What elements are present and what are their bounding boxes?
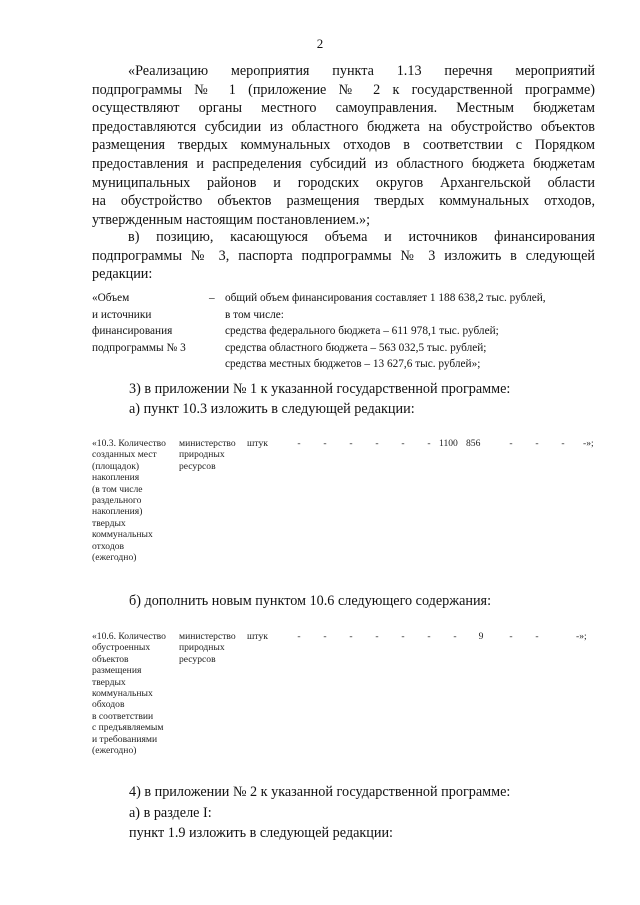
row-value: 1100 bbox=[439, 438, 458, 449]
row-value: 9 bbox=[478, 631, 484, 642]
subheading-3b: б) дополнить новым пунктом 10.6 следующего содержания: bbox=[129, 593, 492, 609]
text-line: подпрограммы № 1 (приложение № 2 к государственной программе) bbox=[92, 81, 595, 98]
name-line: и требованиями bbox=[92, 733, 158, 745]
name-line: отходов bbox=[92, 540, 125, 552]
label-line: «Объем bbox=[92, 292, 130, 304]
row-value: - bbox=[375, 438, 379, 449]
text-line: подпрограммы № 3, паспорта подпрограммы № 3 изложить в следующей bbox=[92, 247, 595, 264]
text-line: предоставляются субсидии из областного бюджета на обустройство объектов bbox=[92, 118, 595, 135]
row-responsible bbox=[179, 631, 249, 665]
row-value: - bbox=[375, 631, 379, 642]
name-line: накопления) bbox=[92, 506, 143, 518]
row-value: - bbox=[297, 438, 301, 449]
name-line: раздельного bbox=[92, 495, 142, 507]
subheading-4a: а) в разделе I: bbox=[129, 805, 212, 821]
name-line: «10.3. Количество bbox=[92, 438, 166, 449]
label-line: финансирования bbox=[92, 325, 173, 337]
row-unit: штук bbox=[247, 438, 268, 449]
name-line: коммунальных bbox=[92, 688, 153, 700]
resp-line: министерство bbox=[179, 438, 236, 449]
name-line: с предъявляемым bbox=[92, 722, 164, 734]
subheading-3a: а) пункт 10.3 изложить в следующей редакции: bbox=[129, 401, 415, 417]
name-line: твердых bbox=[92, 676, 126, 688]
name-line: объектов bbox=[92, 653, 129, 665]
row-value: - bbox=[561, 438, 565, 449]
name-line: в соответствии bbox=[92, 710, 154, 722]
text-line: в) позицию, касающуюся объема и источников финансирования bbox=[128, 229, 595, 245]
row-value: -»; bbox=[576, 631, 587, 642]
row-responsible bbox=[179, 438, 249, 472]
row-name bbox=[92, 631, 176, 756]
paragraph-position bbox=[92, 228, 595, 284]
text-line: утвержденным настоящим постановлением.»; bbox=[92, 211, 371, 228]
row-value: - bbox=[509, 631, 513, 642]
name-line: обходов bbox=[92, 699, 125, 711]
text-line: осуществляют органы местного самоуправления. Местным бюджетам bbox=[92, 100, 595, 117]
name-line: обустроенных bbox=[92, 642, 151, 654]
row-value: 856 bbox=[466, 438, 481, 449]
passport-dash: – bbox=[209, 292, 215, 304]
name-line: коммунальных bbox=[92, 529, 153, 541]
row-value: - bbox=[535, 438, 539, 449]
text-line: средства областного бюджета – 563 032,5 тыс. рублей; bbox=[225, 341, 487, 354]
text-line: редакции: bbox=[92, 266, 153, 283]
subheading-4b: пункт 1.9 изложить в следующей редакции: bbox=[129, 825, 393, 841]
name-line: «10.6. Количество bbox=[92, 631, 166, 642]
resp-line: ресурсов bbox=[179, 460, 216, 472]
row-value: - bbox=[509, 438, 513, 449]
passport-text bbox=[225, 290, 605, 373]
row-value: - bbox=[323, 438, 327, 449]
row-value: - bbox=[349, 631, 353, 642]
row-value: - bbox=[427, 631, 431, 642]
row-unit: штук bbox=[247, 631, 268, 642]
name-line: (в том числе bbox=[92, 483, 143, 495]
text-line: муниципальных районов и городских округов Архангельской области bbox=[92, 174, 595, 191]
row-value: - bbox=[453, 631, 457, 642]
row-name bbox=[92, 438, 176, 563]
row-value: -»; bbox=[583, 438, 594, 449]
name-line: размещения bbox=[92, 665, 142, 677]
row-value: - bbox=[297, 631, 301, 642]
text-line: в том числе: bbox=[225, 308, 284, 321]
section-heading-3: 3) в приложении № 1 к указанной государственной программе: bbox=[129, 381, 511, 397]
text-line: средства федерального бюджета – 611 978,1 тыс. рублей; bbox=[225, 325, 499, 337]
name-line: (площадок) bbox=[92, 460, 140, 472]
passport-label bbox=[92, 290, 212, 356]
text-line: на обустройство объектов размещения твердых коммунальных отходов, bbox=[92, 193, 595, 210]
row-value: - bbox=[323, 631, 327, 642]
name-line: твердых bbox=[92, 517, 126, 529]
resp-line: министерство bbox=[179, 631, 236, 642]
row-value: - bbox=[401, 438, 405, 449]
row-value: - bbox=[349, 438, 353, 449]
name-line: (ежегодно) bbox=[92, 745, 137, 757]
text-line: «Реализацию мероприятия пункта 1.13 перечня мероприятий bbox=[128, 63, 595, 79]
page-number: 2 bbox=[316, 36, 324, 51]
label-line: и источники bbox=[92, 308, 152, 321]
name-line: (ежегодно) bbox=[92, 552, 137, 564]
text-line: предоставления и распределения субсидий из областного бюджета бюджетам bbox=[92, 155, 595, 172]
row-value: - bbox=[401, 631, 405, 642]
resp-line: ресурсов bbox=[179, 653, 216, 665]
row-value: - bbox=[427, 438, 431, 449]
text-line: средства местных бюджетов – 13 627,6 тыс. рублей»; bbox=[225, 358, 481, 370]
label-line: подпрограммы № 3 bbox=[92, 341, 186, 354]
section-heading-4: 4) в приложении № 2 к указанной государственной программе: bbox=[129, 784, 511, 800]
paragraph-subsidies bbox=[92, 62, 595, 229]
text-line: размещения твердых коммунальных отходов в соответствии с Порядком bbox=[92, 137, 595, 154]
row-value: - bbox=[535, 631, 539, 642]
text-line: общий объем финансирования составляет 1 188 638,2 тыс. рублей, bbox=[225, 292, 546, 304]
name-line: накопления bbox=[92, 472, 140, 484]
resp-line: природных bbox=[179, 449, 225, 461]
resp-line: природных bbox=[179, 642, 225, 654]
name-line: созданных мест bbox=[92, 449, 157, 461]
